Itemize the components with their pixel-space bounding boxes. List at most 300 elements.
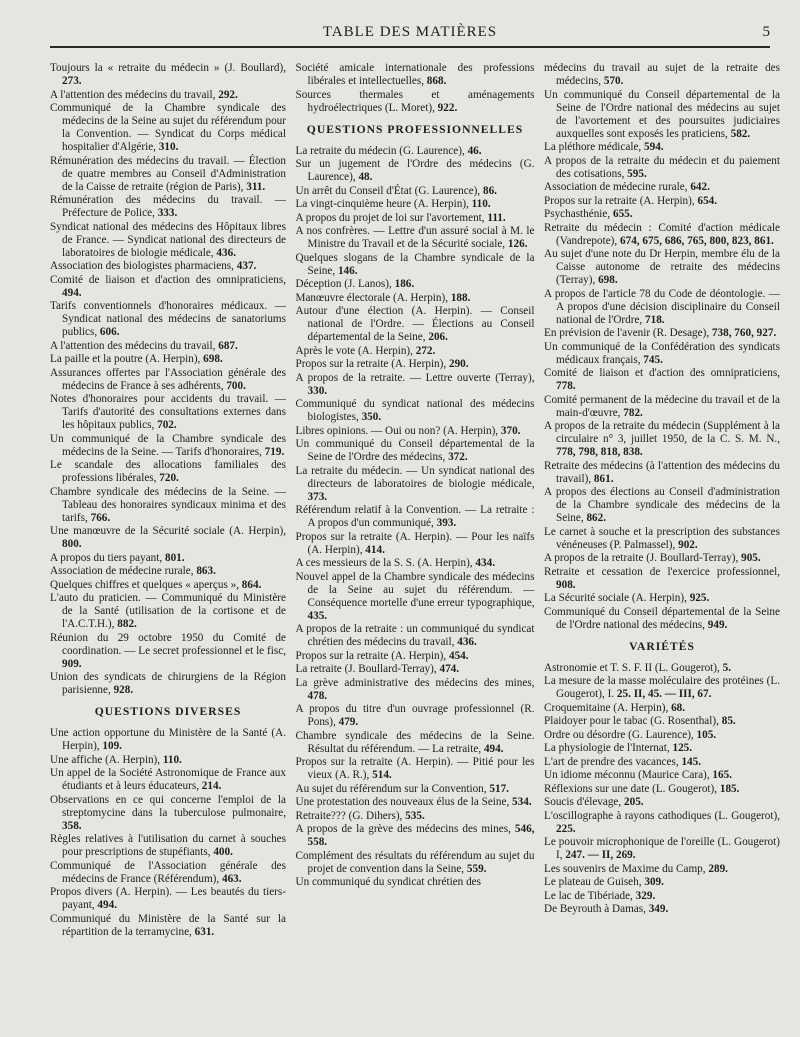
index-entry: [296, 89, 535, 115]
entry-page-number: 570.: [603, 75, 624, 87]
entry-page-number: 272.: [415, 344, 436, 357]
index-entry: [544, 222, 780, 248]
entry-page-number: 687.: [218, 339, 238, 352]
entry-page-number: 111.: [487, 211, 506, 224]
entry-text: Association de médecine rurale,: [544, 181, 688, 193]
entry-text: Retraite et cessation de l'exercice professionnel,: [544, 565, 780, 578]
index-entry: [544, 181, 780, 194]
index-entry: [50, 525, 286, 551]
index-entry: [296, 571, 535, 623]
index-entry: [544, 836, 780, 862]
index-entry: [296, 796, 535, 809]
index-entry: [544, 729, 780, 742]
index-entry: [50, 367, 286, 393]
index-entry: [50, 886, 286, 912]
entry-page-number: 329.: [635, 889, 656, 902]
index-entry: [296, 810, 535, 823]
index-entry: [296, 62, 535, 88]
entry-text: A l'attention des médecins du travail,: [50, 88, 216, 101]
entry-text: Les souvenirs de Maxime du Camp,: [544, 862, 706, 875]
index-entry: [50, 632, 286, 671]
index-entry: [50, 767, 286, 793]
index-entry: [50, 727, 286, 753]
index-entry: [544, 341, 780, 367]
entry-text: Une manœuvre de la Sécurité sociale (A. Herpin),: [50, 525, 286, 537]
index-entry: [296, 465, 535, 504]
entry-page-number: 289.: [708, 862, 728, 875]
entry-page-number: 738, 760, 927.: [711, 327, 777, 339]
entry-text: Sources thermales et aménagements hydroélectriques (L. Moret),: [295, 88, 535, 114]
index-entry: [544, 756, 780, 769]
entry-page-number: 435.: [307, 609, 328, 622]
entry-page-number: 922.: [437, 101, 458, 114]
entry-page-number: 186.: [394, 278, 415, 290]
entry-text: Propos sur la retraite (A. Herpin). — Pitié pour les vieux (A. R.),: [295, 756, 535, 781]
entry-page-number: 370.: [500, 424, 521, 437]
index-entry: [50, 565, 286, 578]
index-entry: [50, 89, 286, 102]
entry-page-number: 494.: [483, 742, 504, 755]
entry-page-number: 358.: [62, 819, 82, 832]
entry-page-number: 400.: [213, 846, 233, 858]
entry-page-number: 800.: [62, 538, 82, 550]
entry-page-number: 437.: [236, 260, 257, 272]
entry-page-number: 925.: [689, 592, 710, 604]
index-entry: [296, 158, 535, 184]
entry-page-number: 719.: [264, 445, 285, 458]
entry-page-number: 126.: [507, 238, 528, 250]
index-entry: [296, 783, 535, 796]
index-entry: [296, 372, 535, 398]
entry-page-number: 702.: [157, 419, 177, 431]
index-entry: [544, 141, 780, 154]
section-heading: VARIÉTÉS: [629, 639, 695, 653]
index-entry: [544, 288, 780, 327]
entry-page-number: 349.: [648, 903, 669, 915]
entry-text: A propos de la retraite du médecin et du paiement des cotisations,: [544, 154, 780, 180]
entry-text: La physiologie de l'Internat,: [544, 742, 670, 754]
entry-page-number: 436.: [457, 636, 477, 648]
index-entry: [50, 794, 286, 833]
entry-text: Soucis d'élevage,: [544, 796, 622, 808]
entry-page-number: 310.: [158, 141, 179, 153]
entry-text: Psychasthénie,: [544, 208, 611, 220]
entry-page-number: 333.: [157, 207, 178, 219]
entry-page-number: 350.: [361, 411, 382, 423]
entry-page-number: 928.: [113, 684, 134, 696]
entry-page-number: 434.: [475, 557, 495, 569]
index-entry: [296, 438, 535, 464]
index-entry: [50, 833, 286, 859]
entry-text: Communiqué du Ministère de la Santé sur la répartition de la terramycine,: [50, 912, 286, 938]
index-entry: [544, 155, 780, 181]
entry-text: Sur un jugement de l'Ordre des médecins (G. Laurence),: [295, 158, 535, 183]
index-entry: [544, 715, 780, 728]
entry-page-number: 206.: [428, 331, 448, 343]
index-entry: [544, 526, 780, 552]
entry-text: Communiqué de la Chambre syndicale des médecins de la Seine au sujet du référendum pour la Convention. — Syndicat du Corps médical hospitalier d'Algérie,: [50, 102, 286, 153]
entry-text: Observations en ce qui concerne l'emploi de la streptomycine dans la tuberculose pulmonaire,: [50, 793, 286, 819]
entry-page-number: 109.: [102, 740, 122, 752]
entry-text: Toujours la « retraite du médecin » (J. Boullard),: [50, 62, 286, 74]
entry-text: En prévision de l'avenir (R. Desage),: [544, 327, 710, 339]
entry-page-number: 698.: [598, 274, 618, 286]
entry-text: La grève administrative des médecins des mines,: [295, 676, 535, 689]
entry-text: Libres opinions. — Oui ou non? (A. Herpin),: [295, 424, 499, 437]
index-entry: [50, 274, 286, 300]
entry-page-number: 494.: [97, 899, 117, 911]
index-entry: [50, 260, 286, 273]
header-rule: [50, 46, 770, 48]
entry-text: Une affiche (A. Herpin),: [50, 753, 161, 766]
index-entry: [296, 225, 535, 251]
entry-text: La Sécurité sociale (A. Herpin),: [544, 592, 687, 604]
entry-text: Croquemitaine (A. Herpin),: [544, 701, 669, 714]
entry-text: Chambre syndicale des médecins de la Seine. — Tableau des honoraires syndicaux minima et des tarifs,: [50, 485, 286, 524]
index-entry: [296, 623, 535, 649]
index-entry: [296, 145, 535, 158]
index-entry: [50, 102, 286, 154]
entry-page-number: 655.: [612, 208, 633, 220]
entry-page-number: 146.: [337, 264, 358, 277]
entry-text: Propos divers (A. Herpin). — Les beautés du tiers-payant,: [50, 886, 286, 911]
column-middle: [296, 62, 535, 1022]
index-entry: [296, 398, 535, 424]
entry-text: Réflexions sur une date (L. Gougerot),: [544, 782, 718, 795]
entry-text: A propos du titre d'un ouvrage professionnel (R. Pons),: [295, 703, 535, 728]
entry-page-number: 905.: [741, 552, 761, 564]
entry-page-number: 25. II, 45. — III, 67.: [616, 688, 712, 700]
entry-page-number: 778, 798, 818, 838.: [556, 446, 643, 458]
index-entry: [50, 155, 286, 194]
entry-text: médecins du travail au sujet de la retraite des médecins,: [544, 62, 780, 87]
index-entry: [296, 850, 535, 876]
entry-text: Réunion du 29 octobre 1950 du Comité de coordination. — Le secret professionnel et le fisc,: [50, 631, 286, 657]
entry-text: Propos sur la retraite (A. Herpin),: [295, 358, 447, 370]
entry-text: Retraite des médecins (à l'attention des médecins du travail),: [544, 459, 780, 485]
index-entry: [544, 208, 780, 221]
section-heading: QUESTIONS DIVERSES: [94, 705, 242, 718]
entry-text: A propos de la retraite. — Lettre ouverte (Terray),: [295, 371, 535, 384]
entry-page-number: 700.: [226, 379, 246, 392]
entry-text: Union des syndicats de chirurgiens de la Région parisienne,: [50, 671, 286, 696]
entry-text: A propos de l'article 78 du Code de déontologie. — A propos d'une décision disciplinaire du Conseil national de l'Ordre,: [544, 287, 780, 326]
entry-page-number: 534.: [512, 796, 532, 808]
entry-page-number: 5.: [722, 661, 731, 674]
entry-text: Association de médecine rurale,: [50, 565, 194, 577]
entry-text: Propos sur la retraite (A. Herpin),: [295, 649, 447, 662]
entry-page-number: 861.: [593, 472, 614, 485]
index-entry: [50, 552, 286, 565]
index-entry: [296, 650, 535, 663]
index-entry: [544, 566, 780, 592]
entry-text: Retraite??? (G. Dihers),: [295, 809, 403, 822]
entry-text: Rémunération des médecins du travail. — Élection de quatre membres au Conseil d'Administration de la Caisse de retraite (région de Paris),: [50, 154, 286, 193]
entry-text: La paille et la poutre (A. Herpin),: [50, 353, 201, 365]
entry-text: Un communiqué de la Chambre syndicale des médecins de la Seine. — Tarifs d'honoraires,: [50, 432, 286, 458]
entry-text: La pléthore médicale,: [544, 141, 642, 153]
entry-text: Retraite du médecin : Comité d'action médicale (Vandrepote),: [544, 221, 780, 247]
entry-page-number: 559.: [466, 862, 487, 875]
index-entry: [296, 557, 535, 570]
entry-page-number: 68.: [671, 701, 686, 714]
index-entry: [544, 62, 780, 88]
entry-page-number: 594.: [644, 141, 664, 153]
index-entry: [50, 353, 286, 366]
entry-page-number: 372.: [448, 451, 468, 463]
index-entry: [544, 675, 780, 701]
index-entry: [50, 579, 286, 592]
entry-text: Un arrêt du Conseil d'État (G. Laurence),: [295, 184, 481, 197]
entry-page-number: 214.: [201, 780, 222, 792]
entry-text: Complément des résultats du référendum au sujet du projet de convention dans la Seine,: [295, 849, 535, 875]
entry-page-number: 782.: [623, 406, 643, 419]
index-entry: [544, 248, 780, 287]
entry-page-number: 463.: [221, 872, 242, 885]
entry-page-number: 582.: [730, 127, 751, 140]
entry-text: A nos confrères. — Lettre d'un assuré social à M. le Ministre du Travail et de la Sécurité sociale,: [295, 225, 535, 250]
entry-page-number: 48.: [358, 171, 373, 183]
entry-page-number: 718.: [645, 313, 665, 326]
entry-text: A propos de la retraite (J. Boullard-Terray),: [544, 552, 739, 564]
entry-text: Le plateau de Guiseh,: [544, 876, 642, 888]
entry-text: Comité de liaison et d'action des omnipraticiens,: [50, 273, 286, 286]
entry-page-number: 478.: [307, 689, 328, 702]
entry-text: Astronomie et T. S. F. II (L. Gougerot),: [544, 661, 720, 674]
entry-page-number: 546, 558.: [307, 823, 535, 848]
index-entry: [50, 754, 286, 767]
entry-page-number: 868.: [426, 75, 447, 87]
index-entry: [296, 663, 535, 676]
index-entry: [296, 876, 535, 889]
index-entry: [544, 486, 780, 525]
index-entry: [50, 194, 286, 220]
entry-text: A propos de la retraite : un communiqué du syndicat chrétien des médecins du travail,: [295, 623, 535, 648]
entry-page-number: 882.: [117, 618, 137, 630]
entry-text: Un communiqué du syndicat chrétien des: [295, 876, 481, 888]
entry-page-number: 474.: [439, 663, 460, 675]
index-entry: [296, 345, 535, 358]
entry-text: A propos du projet de loi sur l'avortement,: [295, 211, 485, 224]
entry-text: Autour d'une élection (A. Herpin). — Conseil national de l'Ordre. — Élections au Conseil départemental de la Seine,: [295, 305, 535, 343]
entry-text: Au sujet du référendum sur la Convention,: [295, 782, 487, 795]
entry-page-number: 949.: [707, 618, 728, 631]
entry-text: L'art de prendre des vacances,: [544, 755, 679, 768]
entry-page-number: 185.: [719, 782, 740, 795]
entry-page-number: 125.: [672, 742, 693, 754]
entry-page-number: 292.: [218, 88, 238, 101]
index-entry: [544, 810, 780, 836]
entry-page-number: 273.: [62, 75, 82, 87]
column-left: [50, 62, 286, 1022]
entry-text: Au sujet d'une note du Dr Herpin, membre élu de la Caisse autonome de retraite des médecins (Terray),: [544, 248, 780, 286]
entry-page-number: 373.: [307, 490, 328, 503]
page-header: [50, 24, 770, 46]
index-entry: [544, 327, 780, 340]
entry-text: Quelques chiffres et quelques « aperçus »,: [50, 578, 239, 591]
entry-page-number: 393.: [436, 517, 457, 529]
entry-text: A propos du tiers payant,: [50, 551, 163, 564]
entry-page-number: 766.: [90, 511, 111, 524]
index-entry: [544, 394, 780, 420]
index-entry: [544, 552, 780, 565]
entry-text: Une protestation des nouveaux élus de la Seine,: [295, 796, 510, 808]
index-entry: [544, 783, 780, 796]
section-heading: QUESTIONS PROFESSIONNELLES: [306, 122, 524, 136]
index-columns: [50, 62, 780, 1022]
entry-page-number: 165.: [712, 769, 732, 781]
index-entry: [544, 89, 780, 141]
entry-text: Plaidoyer pour le tabac (G. Rosenthal),: [544, 715, 719, 727]
entry-text: Propos sur la retraite (A. Herpin),: [544, 194, 695, 207]
column-right: [544, 62, 780, 1022]
entry-page-number: 631.: [194, 925, 215, 938]
entry-text: Rémunération des médecins du travail. — Préfecture de Police,: [50, 194, 286, 219]
index-entry: [50, 486, 286, 525]
index-entry: [50, 393, 286, 432]
index-entry: [544, 662, 780, 675]
index-entry: [50, 300, 286, 339]
index-entry: [50, 62, 286, 88]
index-entry: [50, 340, 286, 353]
entry-page-number: 595.: [627, 167, 647, 180]
entry-text: Déception (J. Lanos),: [295, 278, 392, 290]
index-entry: [544, 742, 780, 755]
entry-text: Communiqué de l'Association générale des médecins de France (Référendum),: [50, 859, 286, 885]
entry-page-number: 606.: [99, 326, 120, 338]
entry-text: L'auto du praticien. — Communiqué du Ministère de la Santé (utilisation de la cortisone et de l'A.C.T.H.),: [50, 592, 286, 630]
entry-text: A l'attention des médecins du travail,: [50, 339, 216, 352]
index-entry: [544, 702, 780, 715]
entry-text: A propos de la retraite du médecin (Supplément à la circulaire n° 3, juillet 1950, de la C. S. M. N.,: [544, 420, 780, 445]
entry-text: La retraite du médecin (G. Laurence),: [295, 144, 465, 157]
index-entry: [544, 890, 780, 903]
index-entry: [544, 195, 780, 208]
index-entry: [296, 292, 535, 305]
entry-page-number: 188.: [450, 291, 471, 304]
entry-page-number: 514.: [372, 769, 392, 781]
entry-page-number: 479.: [338, 716, 359, 728]
entry-page-number: 309.: [644, 876, 664, 888]
index-entry: [50, 433, 286, 459]
index-entry: [544, 903, 780, 916]
entry-text: Comité de liaison et d'action des omnipraticiens,: [544, 367, 780, 379]
entry-page-number: 225.: [556, 822, 576, 835]
entry-page-number: 110.: [162, 753, 182, 766]
entry-text: Propos sur la retraite (A. Herpin). — Pour les naïfs (A. Herpin),: [295, 530, 535, 556]
entry-page-number: 46.: [467, 144, 482, 157]
entry-page-number: 414.: [365, 543, 385, 556]
entry-page-number: 864.: [241, 578, 262, 591]
index-entry: [50, 221, 286, 260]
entry-page-number: 535.: [405, 809, 425, 822]
entry-page-number: 674, 675, 686, 765, 800, 823, 861.: [620, 234, 774, 247]
entry-page-number: 311.: [246, 180, 266, 193]
entry-text: De Beyrouth à Damas,: [544, 903, 646, 915]
entry-text: Ordre ou désordre (G. Laurence),: [544, 728, 694, 741]
entry-text: L'oscillographe à rayons cathodiques (L. Gougerot),: [544, 809, 780, 822]
entry-text: Un idiome méconnu (Maurice Cara),: [544, 769, 710, 781]
index-entry: [296, 677, 535, 703]
index-entry: [544, 420, 780, 459]
index-entry: [544, 769, 780, 782]
entry-text: Règles relatives à l'utilisation du carnet à souches pour prescriptions de stupéfiants,: [50, 833, 286, 858]
index-entry: [50, 860, 286, 886]
entry-page-number: 909.: [62, 657, 82, 670]
entry-text: Un communiqué de la Confédération des syndicats médicaux français,: [544, 340, 780, 366]
entry-text: La mesure de la masse moléculaire des protéines (L. Gougerot), I.: [544, 675, 780, 700]
entry-text: Après le vote (A. Herpin),: [295, 344, 413, 357]
page-title: TABLE DES MATIÈRES: [322, 24, 498, 40]
entry-page-number: 330.: [307, 384, 328, 397]
entry-text: Chambre syndicale des médecins de la Seine. Résultat du référendum. — La retraite,: [295, 729, 535, 755]
entry-page-number: 517.: [489, 782, 509, 795]
index-entry: [544, 460, 780, 486]
index-entry: [50, 459, 286, 485]
entry-text: Le scandale des allocations familiales des professions libérales,: [50, 459, 286, 484]
index-entry: [296, 212, 535, 225]
entry-page-number: 85.: [721, 715, 736, 727]
index-entry: [296, 531, 535, 557]
entry-text: Nouvel appel de la Chambre syndicale des médecins de la Seine au sujet du référendum. — Conséquence mortelle d'une erreur typographique,: [295, 570, 535, 609]
entry-text: Société amicale internationale des professions libérales et intellectuelles,: [295, 62, 535, 87]
index-entry: [296, 756, 535, 782]
index-entry: [296, 730, 535, 756]
entry-page-number: 290.: [448, 358, 469, 370]
entry-page-number: 654.: [697, 194, 718, 207]
entry-page-number: 110.: [471, 198, 491, 210]
entry-page-number: 205.: [624, 796, 644, 808]
entry-page-number: 436.: [216, 246, 236, 259]
index-entry: [296, 252, 535, 278]
entry-text: Le carnet à souche et la prescription des substances vénéneuses (P. Palmassel),: [544, 525, 780, 551]
entry-page-number: 902.: [678, 538, 698, 551]
index-entry: [50, 592, 286, 631]
index-entry: [544, 367, 780, 393]
entry-text: Manœuvre électorale (A. Herpin),: [295, 291, 449, 304]
page-number: 5: [762, 24, 770, 40]
index-entry: [296, 823, 535, 849]
entry-text: Notes d'honoraires pour accidents du travail. — Tarifs d'autorité des consultations externes dans les hôpitaux publics,: [50, 393, 286, 431]
index-entry: [296, 504, 535, 530]
entry-page-number: 247. — II, 269.: [565, 849, 636, 861]
index-entry: [50, 913, 286, 939]
entry-text: Communiqué du syndicat national des médecins biologistes,: [295, 398, 535, 423]
entry-text: Assurances offertes par l'Association générale des médecins de France à ses adhérents,: [50, 366, 286, 392]
entry-text: A ces messieurs de la S. S. (A. Herpin),: [295, 557, 473, 569]
entry-page-number: 863.: [196, 565, 216, 577]
entry-text: Comité permanent de la médecine du travail et de la main-d'œuvre,: [544, 393, 780, 419]
index-entry: [544, 863, 780, 876]
entry-text: La vingt-cinquième heure (A. Herpin),: [295, 198, 469, 210]
entry-page-number: 105.: [696, 728, 717, 741]
entry-page-number: 698.: [203, 353, 223, 365]
entry-page-number: 642.: [690, 181, 710, 193]
index-entry: [296, 703, 535, 729]
entry-text: Association des biologistes pharmaciens,: [50, 260, 234, 272]
entry-page-number: 454.: [448, 649, 469, 662]
index-entry: [296, 305, 535, 344]
index-entry: [544, 796, 780, 809]
entry-page-number: 86.: [482, 184, 497, 197]
entry-page-number: 494.: [62, 286, 82, 299]
entry-page-number: 862.: [586, 512, 607, 524]
entry-text: Référendum relatif à la Convention. — La retraite : A propos d'un communiqué,: [295, 504, 535, 529]
index-entry: [544, 606, 780, 632]
entry-text: La retraite du médecin. — Un syndicat national des directeurs de laboratoires de biologie médicale,: [295, 464, 535, 490]
entry-page-number: 801.: [164, 551, 185, 564]
entry-text: Un appel de la Société Astronomique de France aux étudiants et à leurs éducateurs,: [50, 767, 286, 792]
